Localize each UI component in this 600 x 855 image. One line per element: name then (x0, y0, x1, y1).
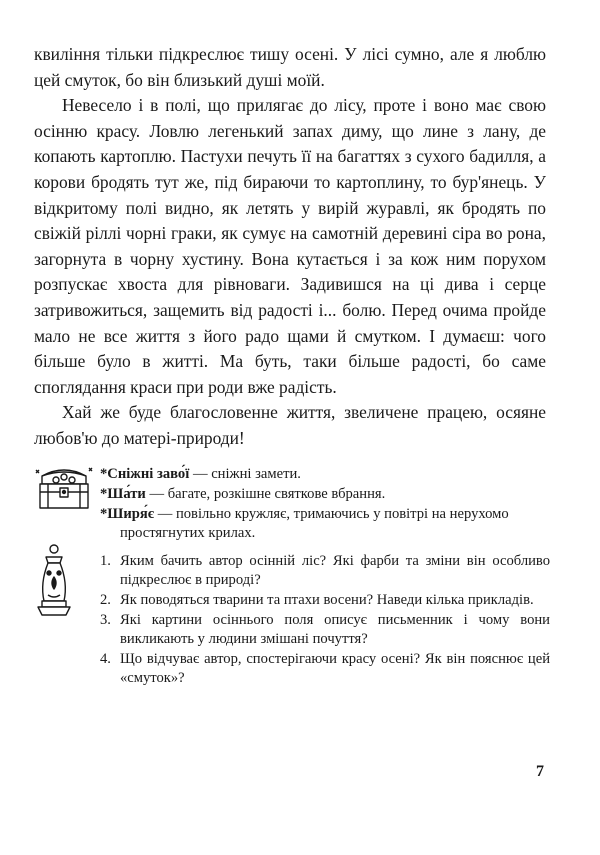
text-line: видно, як летять у вирій журавлі, як бродять по свіжій (34, 197, 546, 244)
glossary-definition: — сніжні замети. (189, 466, 301, 482)
glossary-item (100, 485, 550, 504)
text-line: болю. Перед очима пройде мало не все життя з його радо (34, 299, 546, 346)
text-line: багаттях з сухого бадилля, а корови бродять тут же, під (34, 146, 546, 192)
question-item (100, 591, 550, 610)
question-text: Як поводяться тварини та птахи восени? Наведи кілька прикладів. (120, 592, 534, 608)
question-number: 4. (100, 651, 111, 667)
glossary-definition: — повільно кружляє, тримаючись у повітрі на нерухомо простягнутих крилах. (120, 506, 509, 541)
question-number: 1. (100, 553, 111, 569)
text-line: Хай же буде благословенне життя, звеличене працею, (62, 402, 497, 423)
glossary-item (100, 465, 550, 484)
text-line: люблю цей смуток, бо він близький душі моїй. (34, 44, 546, 90)
text-line: ріллі чорні граки, як сумує на самотній деревині сіра во (85, 223, 503, 244)
text-line: на ці дива і серце затривожиться, защемить від радості і... (34, 274, 546, 320)
lantern-icon (34, 543, 74, 619)
text-line: буть, таки більше радості, бо саме споглядання краси при (34, 351, 546, 397)
main-text (34, 42, 546, 452)
questions-list (100, 552, 550, 689)
question-number: 3. (100, 612, 111, 628)
text-line: щами й смутком. І думаєш: чого більше було в житті. Ма (34, 325, 546, 372)
glossary-definition: — багате, розкішне святкове вбрання. (145, 486, 386, 502)
text-line: лине з лану, де копають картоплю. Пастухи печуть її на (34, 120, 547, 167)
text-line: осяяне любов'ю до матері-природи! (34, 402, 546, 448)
glossary (100, 465, 550, 544)
glossary-term: *Сніжні заво́ї (100, 466, 190, 482)
paragraph-2 (34, 93, 546, 400)
glossary-term: *Ша́ти (100, 486, 146, 502)
question-item (100, 552, 550, 590)
text-line: має свою осінню красу. Ловлю легенький запах диму, що (34, 95, 546, 141)
treasure-chest-icon (34, 462, 94, 512)
text-line: квиління тільки підкреслює тишу осені. У лісі сумно, але я (34, 44, 495, 64)
page-number: 7 (536, 763, 544, 780)
question-number: 2. (100, 592, 111, 608)
glossary-term: *Ширя́є (100, 506, 155, 522)
question-text: Яким бачить автор осінній ліс? Які фарби та зміни він особливо підкреслює в природі? (120, 553, 550, 588)
glossary-item (100, 505, 550, 543)
question-text: Що відчуває автор, спостерігаючи красу осені? Як він пояснює цей «смуток»? (120, 651, 550, 686)
text-line: Невесело і в полі, що прилягає до лісу, проте і воно (62, 95, 476, 116)
text-line: ним порухом розпускає хвоста для рівноваги. Задивишся (34, 248, 547, 295)
question-item (100, 650, 550, 688)
paragraph-3 (34, 400, 546, 451)
question-text: Які картини осіннього поля описує письменник і чому вони викликають у людини змішані почуття? (120, 612, 550, 647)
text-line: рона, загорнута в чорну хустину. Вона кутається і за кож (34, 223, 546, 269)
text-line: бираючи то картоплину, то бур'янець. У відкритому полі (34, 171, 546, 218)
paragraph-1 (34, 42, 546, 93)
question-item (100, 611, 550, 649)
text-line: роди вже радість. (208, 376, 337, 397)
